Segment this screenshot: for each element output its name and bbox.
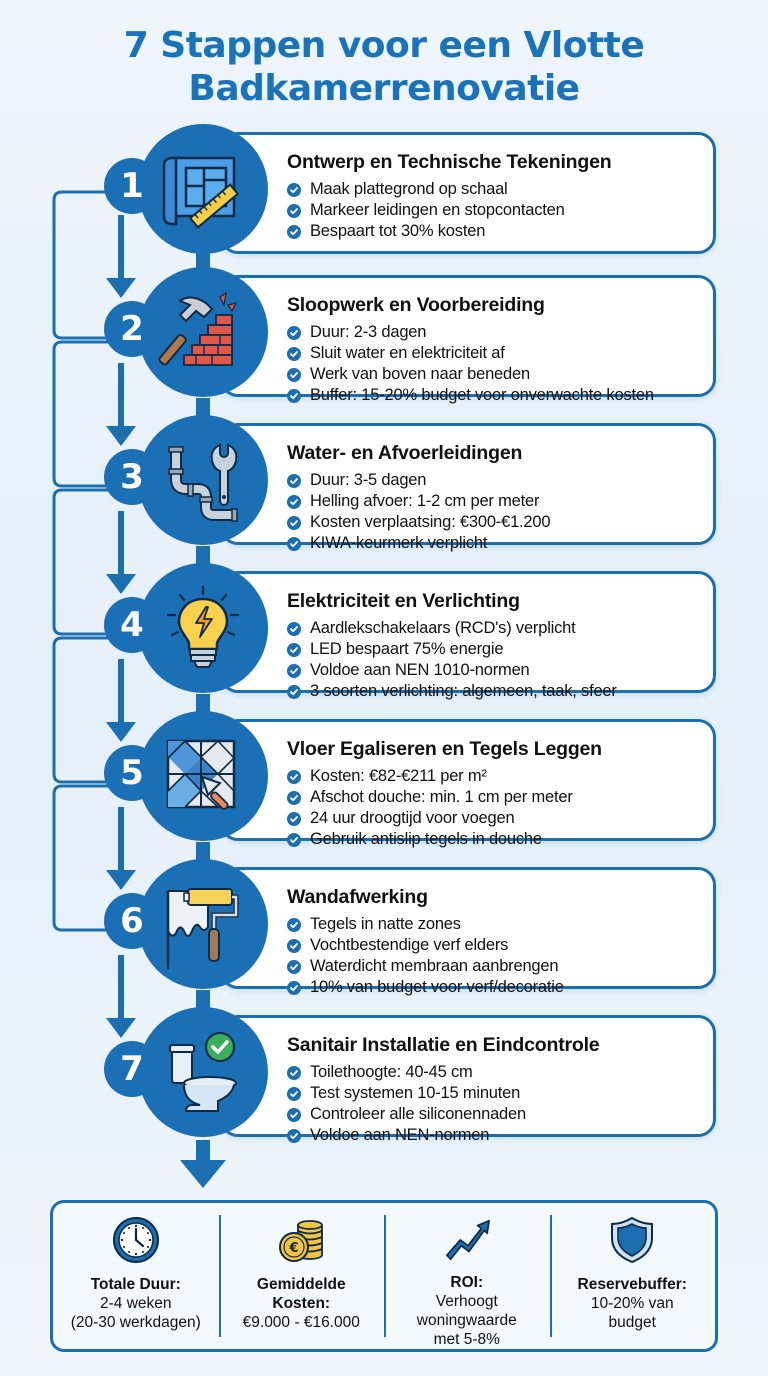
- step-number-badge: 6: [104, 893, 160, 949]
- bullet-item: Aardlekschakelaars (RCD's) verplicht: [287, 618, 617, 639]
- bullet-item: Werk van boven naar beneden: [287, 364, 654, 385]
- bullet-item: Vochtbestendige verf elders: [287, 935, 564, 956]
- step-bullets: [287, 766, 573, 850]
- step-card: [220, 719, 716, 848]
- shield-icon: [607, 1215, 657, 1265]
- summary-value: €9.000 - €16.000: [242, 1314, 360, 1331]
- step-card: [220, 1015, 716, 1144]
- step-title: Water- en Afvoerleidingen: [287, 442, 523, 464]
- step-bullets: [287, 618, 617, 702]
- step-5: [0, 719, 768, 867]
- step-title: Sloopwerk en Voorbereiding: [287, 294, 545, 316]
- summary-label: Reservebuffer:: [577, 1276, 687, 1293]
- check-icon: [287, 770, 301, 784]
- step-card: [220, 132, 716, 254]
- check-icon: [287, 474, 301, 488]
- bullet-item: Kosten: €82-€211 per m²: [287, 766, 573, 787]
- check-icon: [287, 1066, 301, 1080]
- tiles-trowel-icon: [158, 731, 248, 821]
- summary-buffer: [550, 1203, 716, 1349]
- bullet-item: Helling afvoer: 1-2 cm per meter: [287, 491, 550, 512]
- step-bullets: [287, 179, 565, 242]
- step-number-badge: 5: [104, 745, 160, 801]
- title-line-2: Badkamerrenovatie: [188, 68, 580, 109]
- bullet-item: Kosten verplaatsing: €300-€1.200: [287, 512, 550, 533]
- summary-duration: [53, 1203, 219, 1349]
- step-1: [0, 132, 768, 280]
- bullet-item: Maak plattegrond op schaal: [287, 179, 565, 200]
- check-icon: [287, 495, 301, 509]
- bullet-item: Sluit water en elektriciteit af: [287, 343, 654, 364]
- check-icon: [287, 516, 301, 530]
- check-icon: [287, 368, 301, 382]
- check-icon: [287, 960, 301, 974]
- step-title: Elektriciteit en Verlichting: [287, 590, 520, 612]
- step-number-badge: 1: [104, 158, 160, 214]
- summary-label: ROI:: [450, 1274, 484, 1291]
- bullet-item: Gebruik antislip tegels in douche: [287, 829, 573, 850]
- bullet-item: 3 soorten verlichting: algemeen, taak, sfeer: [287, 681, 617, 702]
- bullet-item: 10% van budget voor verf/decoratie: [287, 977, 564, 998]
- step-number-badge: 2: [104, 301, 160, 357]
- check-icon: [287, 643, 301, 657]
- check-icon: [287, 812, 301, 826]
- check-icon: [287, 791, 301, 805]
- step-title: Wandafwerking: [287, 886, 428, 908]
- step-bullets: [287, 1062, 526, 1146]
- check-icon: [287, 183, 301, 197]
- step-bullets: [287, 470, 550, 554]
- step-card: [220, 423, 716, 552]
- check-icon: [287, 833, 301, 847]
- bullet-item: Tegels in natte zones: [287, 914, 564, 935]
- bullet-item: Waterdicht membraan aanbrengen: [287, 956, 564, 977]
- hammer-bricks-icon: [158, 287, 248, 377]
- bullet-item: 24 uur droogtijd voor voegen: [287, 808, 573, 829]
- step-card: [220, 867, 716, 996]
- check-icon: [287, 389, 301, 403]
- summary-value: 2-4 weken: [99, 1295, 172, 1312]
- bullet-item: KIWA-keurmerk verplicht: [287, 533, 550, 554]
- check-icon: [287, 537, 301, 551]
- check-icon: [287, 225, 301, 239]
- check-icon: [287, 347, 301, 361]
- bullet-item: LED bespaart 75% energie: [287, 639, 617, 660]
- check-icon: [287, 204, 301, 218]
- bullet-item: Duur: 2-3 dagen: [287, 322, 654, 343]
- bullet-item: Bespaart tot 30% kosten: [287, 221, 565, 242]
- step-2: [0, 275, 768, 423]
- bullet-item: Afschot douche: min. 1 cm per meter: [287, 787, 573, 808]
- check-icon: [287, 1087, 301, 1101]
- step-3: [0, 423, 768, 571]
- toilet-check-icon: [158, 1027, 248, 1117]
- check-icon: [287, 685, 301, 699]
- summary-value: 10-20% van: [590, 1295, 674, 1312]
- summary-label-2: Kosten:: [272, 1295, 331, 1312]
- bullet-item: Markeer leidingen en stopcontacten: [287, 200, 565, 221]
- step-4: [0, 571, 768, 719]
- check-icon: [287, 981, 301, 995]
- step-title: Vloer Egaliseren en Tegels Leggen: [287, 738, 602, 760]
- step-card: [220, 275, 716, 404]
- paint-roller-icon: [158, 879, 248, 969]
- bullet-item: Toilethoogte: 40-45 cm: [287, 1062, 526, 1083]
- bullet-item: Buffer: 15-20% budget voor onverwachte kosten: [287, 385, 654, 406]
- blueprint-ruler-icon: [158, 144, 248, 234]
- bullet-item: Test systemen 10-15 minuten: [287, 1083, 526, 1104]
- check-icon: [287, 664, 301, 678]
- summary-label: Totale Duur:: [90, 1276, 181, 1293]
- check-icon: [287, 1129, 301, 1143]
- svg-text:€: €: [289, 1241, 299, 1256]
- page-title: [0, 24, 768, 110]
- summary-roi: [384, 1203, 550, 1349]
- title-line-1: 7 Stappen voor een Vlotte: [123, 25, 645, 66]
- lightbulb-icon: [158, 583, 248, 673]
- pipes-wrench-icon: [158, 435, 248, 525]
- step-bullets: [287, 322, 654, 406]
- check-icon: [287, 939, 301, 953]
- bullet-item: Voldoe aan NEN-normen: [287, 1125, 526, 1146]
- summary-value: met 5-8%: [433, 1331, 500, 1348]
- summary-costs: [219, 1203, 385, 1349]
- summary-label: Gemiddelde: [256, 1276, 346, 1293]
- summary-value: budget: [608, 1314, 656, 1331]
- step-bullets: [287, 914, 564, 998]
- check-icon: [287, 1108, 301, 1122]
- step-7: [0, 1015, 768, 1163]
- step-6: [0, 867, 768, 1015]
- bullet-item: Duur: 3-5 dagen: [287, 470, 550, 491]
- summary-value: woningwaarde: [416, 1312, 517, 1329]
- step-card: [220, 571, 716, 700]
- step-number-badge: 7: [104, 1041, 160, 1097]
- summary-value: (20-30 werkdagen): [70, 1314, 201, 1331]
- trend-up-icon: [442, 1215, 492, 1263]
- step-title: Ontwerp en Technische Tekeningen: [287, 151, 612, 173]
- euro-coins-icon: [276, 1215, 326, 1265]
- check-icon: [287, 918, 301, 932]
- summary-panel: [50, 1200, 718, 1352]
- bullet-item: Voldoe aan NEN 1010-normen: [287, 660, 617, 681]
- step-title: Sanitair Installatie en Eindcontrole: [287, 1034, 600, 1056]
- bullet-item: Controleer alle siliconennaden: [287, 1104, 526, 1125]
- check-icon: [287, 622, 301, 636]
- step-number-badge: 4: [104, 597, 160, 653]
- check-icon: [287, 326, 301, 340]
- summary-value: Verhoogt: [435, 1293, 498, 1310]
- step-number-badge: 3: [104, 449, 160, 505]
- clock-icon: [111, 1215, 161, 1265]
